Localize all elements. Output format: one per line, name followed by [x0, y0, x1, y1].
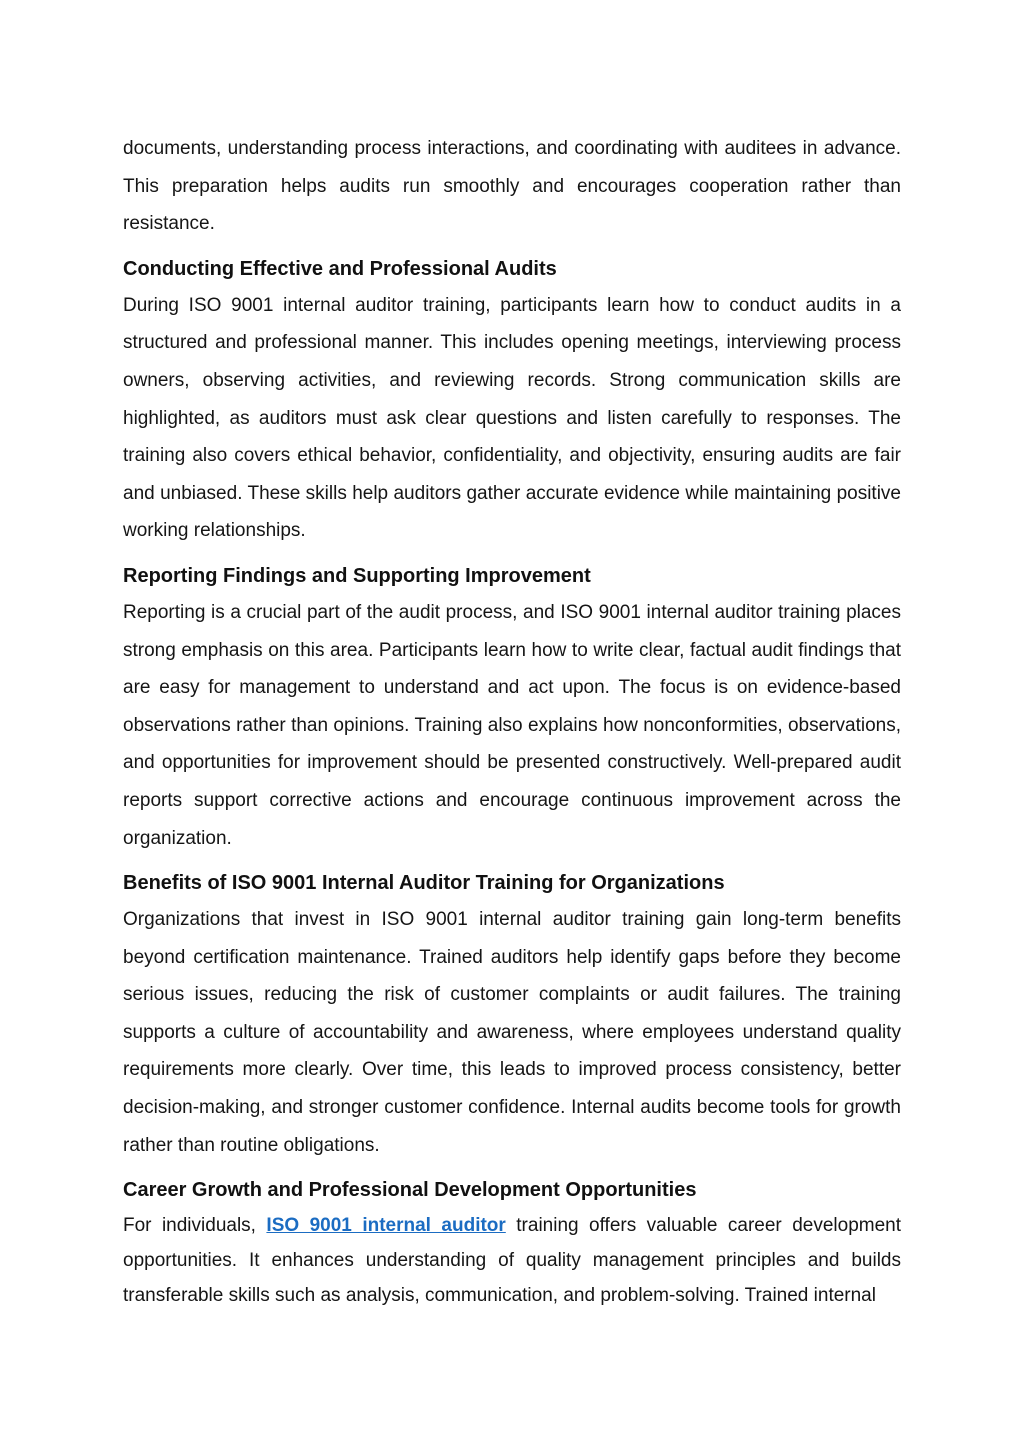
- paragraph-career-growth: [123, 1208, 901, 1313]
- paragraph-benefits-organizations: Organizations that invest in ISO 9001 internal auditor training gain long-term benefits beyond certification maintenance. Trained auditors help identify gaps before they become serious issues, reducing the risk of customer complaints or audit failures. The training supports a culture of accountability and awareness, where employees understand quality requirements more clearly. Over time, this leads to improved process consistency, better decision-making, and stronger customer confidence. Internal audits become tools for growth rather than routine obligations.: [123, 909, 901, 1156]
- section-heading-career-growth: Career Growth and Professional Development Opportunities: [123, 1179, 697, 1202]
- paragraph-audit-preparation: documents, understanding process interactions, and coordinating with auditees in advance. This preparation helps audits run smoothly and encourages cooperation rather than resistance.: [123, 138, 901, 235]
- paragraph-career-growth-before-link: For individuals,: [123, 1215, 267, 1237]
- section-heading-reporting-findings: Reporting Findings and Supporting Improvement: [123, 564, 591, 587]
- paragraph-reporting-findings: Reporting is a crucial part of the audit process, and ISO 9001 internal auditor training places strong emphasis on this area. Participants learn how to write clear, factual audit findings that are easy for management to understand and act upon. The focus is on evidence-based observations rather than opinions. Training also explains how nonconformities, observations, and opportunities for improvement should be presented constructively. Well-prepared audit reports support corrective actions and encourage continuous improvement across the organization.: [123, 601, 901, 849]
- document-content: [123, 130, 901, 1313]
- section-heading-conducting-audits: Conducting Effective and Professional Audits: [123, 257, 557, 280]
- paragraph-career-growth-after-link: training offers valuable career development opportunities. It enhances understanding of quality management principles and builds transferable skills such as analysis, communication, and problem-solving. Trained internal: [123, 1215, 902, 1307]
- iso-9001-internal-auditor-link[interactable]: ISO 9001 internal auditor: [266, 1215, 506, 1237]
- paragraph-conducting-audits: During ISO 9001 internal auditor training, participants learn how to conduct audits in a structured and professional manner. This includes opening meetings, interviewing process owners, observing activities, and reviewing records. Strong communication skills are highlighted, as auditors must ask clear questions and listen carefully to responses. The training also covers ethical behavior, confidentiality, and objectivity, ensuring audits are fair and unbiased. These skills help auditors gather accurate evidence while maintaining positive working relationships.: [123, 294, 901, 542]
- section-heading-benefits-organizations: Benefits of ISO 9001 Internal Auditor Training for Organizations: [123, 872, 725, 895]
